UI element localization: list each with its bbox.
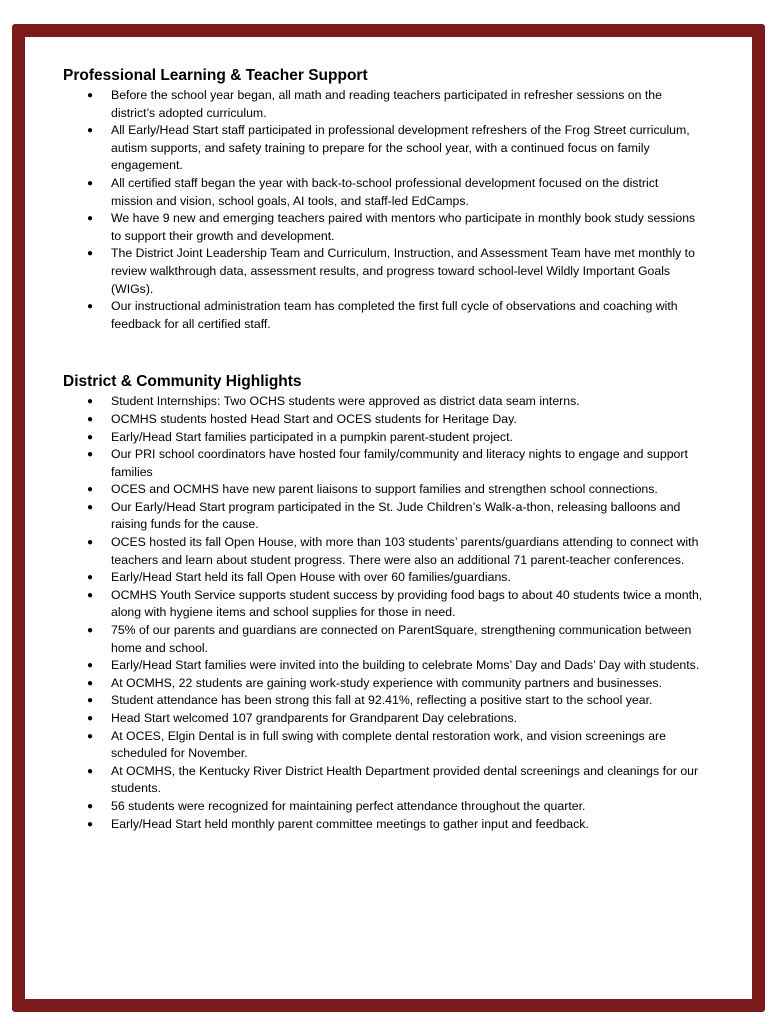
list-item <box>63 569 703 587</box>
bullet-icon: ● <box>87 125 94 137</box>
bullet-list <box>63 393 703 833</box>
bullet-icon: ● <box>87 484 94 496</box>
list-item <box>63 763 703 798</box>
list-item <box>63 798 703 816</box>
list-item-text: Our Early/Head Start program participated in the St. Jude Children’s Walk-a-thon, releasing balloons and raising funds for the cause. <box>111 499 681 532</box>
list-item <box>63 587 703 622</box>
bullet-icon: ● <box>87 537 94 549</box>
section-heading: Professional Learning & Teacher Support <box>63 67 368 84</box>
list-item <box>63 429 703 447</box>
list-item <box>63 210 703 245</box>
bullet-icon: ● <box>87 625 94 637</box>
bullet-icon: ● <box>87 90 94 101</box>
bullet-icon: ● <box>87 713 94 724</box>
bullet-icon: ● <box>87 572 94 584</box>
list-item <box>63 122 703 175</box>
bullet-icon: ● <box>87 177 94 189</box>
list-item-text: Before the school year began, all math and reading teachers participated in refresher sessions on the district’s adopted curriculum. <box>111 88 662 120</box>
list-item-text: All Early/Head Start staff participated in professional development refreshers of the Frog Street curriculum, autism supports, and safety training to prepare for the school year, with a continued focus on family engagement. <box>111 123 690 173</box>
bullet-icon: ● <box>87 431 94 443</box>
list-item-text: Our instructional administration team has completed the first full cycle of observations and coaching with feedback for all certified staff. <box>111 299 678 331</box>
list-item <box>63 245 703 298</box>
list-item <box>63 710 703 728</box>
document-content <box>63 66 703 833</box>
list-item <box>63 622 703 657</box>
bullet-icon: ● <box>87 677 94 689</box>
list-item-text: The District Joint Leadership Team and Curriculum, Instruction, and Assessment Team have met monthly to review walkthrough data, assessment results, and progress toward school-level Wildly Important Goals (WIGs). <box>111 246 695 296</box>
section-professional-learning <box>63 66 703 333</box>
list-item <box>63 298 703 333</box>
list-item-text: At OCMHS, the Kentucky River District Health Department provided dental screenings and cleanings for our students. <box>111 763 699 796</box>
list-item <box>63 393 703 411</box>
list-item-text: At OCES, Elgin Dental is in full swing with complete dental restoration work, and vision screenings are scheduled for November. <box>111 728 666 761</box>
bullet-icon: ● <box>87 413 94 425</box>
section-community-highlights <box>63 372 703 833</box>
bullet-icon: ● <box>87 449 94 461</box>
list-item <box>63 534 703 569</box>
list-item-text: OCMHS students hosted Head Start and OCES students for Heritage Day. <box>111 411 517 426</box>
list-item-text: OCES and OCMHS have new parent liaisons to support families and strengthen school connections. <box>111 482 658 497</box>
list-item-text: OCMHS Youth Service supports student success by providing food bags to about 40 students twice a month, along with hygiene items and school supplies for those in need. <box>111 587 703 620</box>
list-item <box>63 499 703 534</box>
list-item-text: Early/Head Start held monthly parent committee meetings to gather input and feedback. <box>111 816 589 831</box>
list-item-text: We have 9 new and emerging teachers paired with mentors who participate in monthly book study sessions to support their growth and development. <box>111 211 696 243</box>
bullet-icon: ● <box>87 248 94 260</box>
list-item-text: All certified staff began the year with back-to-school professional development focused on the district mission and vision, school goals, AI tools, and staff-led EdCamps. <box>111 175 659 208</box>
bullet-icon: ● <box>87 730 94 742</box>
list-item-text: Early/Head Start families participated in a pumpkin parent-student project. <box>111 429 513 444</box>
list-item <box>63 816 703 834</box>
bullet-icon: ● <box>87 765 94 777</box>
list-item <box>63 675 703 693</box>
bullet-icon: ● <box>87 213 94 225</box>
list-item-text: Student attendance has been strong this fall at 92.41%, reflecting a positive start to the school year. <box>111 693 653 708</box>
bullet-icon: ● <box>87 660 94 672</box>
list-item <box>63 87 703 122</box>
list-item-text: At OCMHS, 22 students are gaining work-study experience with community partners and businesses. <box>111 675 662 690</box>
list-item-text: OCES hosted its fall Open House, with more than 103 students’ parents/guardians attending to connect with teachers and learn about student progress. There were also an additional 71 parent-teacher conferences. <box>111 535 699 567</box>
list-item-text: Our PRI school coordinators have hosted four family/community and literacy nights to engage and support families <box>111 447 688 479</box>
list-item <box>63 446 703 481</box>
bullet-icon: ● <box>87 501 94 513</box>
list-item <box>63 728 703 763</box>
bullet-list <box>63 87 703 333</box>
bullet-icon: ● <box>87 818 94 830</box>
list-item-text: 75% of our parents and guardians are connected on ParentSquare, strengthening communication between home and school. <box>111 623 692 655</box>
list-item <box>63 692 703 710</box>
list-item <box>63 175 703 210</box>
bullet-icon: ● <box>87 396 94 408</box>
list-item-text: Early/Head Start families were invited into the building to celebrate Moms’ Day and Dads’ Day with students. <box>111 658 700 673</box>
list-item-text: Early/Head Start held its fall Open House with over 60 families/guardians. <box>111 570 511 585</box>
bullet-icon: ● <box>87 800 94 812</box>
list-item <box>63 481 703 499</box>
bullet-icon: ● <box>87 695 94 707</box>
list-item <box>63 411 703 429</box>
list-item-text: Head Start welcomed 107 grandparents for Grandparent Day celebrations. <box>111 711 518 725</box>
list-item-text: 56 students were recognized for maintaining perfect attendance throughout the quarter. <box>111 798 586 813</box>
bullet-icon: ● <box>87 301 94 313</box>
list-item <box>63 657 703 675</box>
bullet-icon: ● <box>87 589 94 601</box>
section-heading: District & Community Highlights <box>63 373 302 391</box>
list-item-text: Student Internships: Two OCHS students were approved as district data seam interns. <box>111 394 580 409</box>
